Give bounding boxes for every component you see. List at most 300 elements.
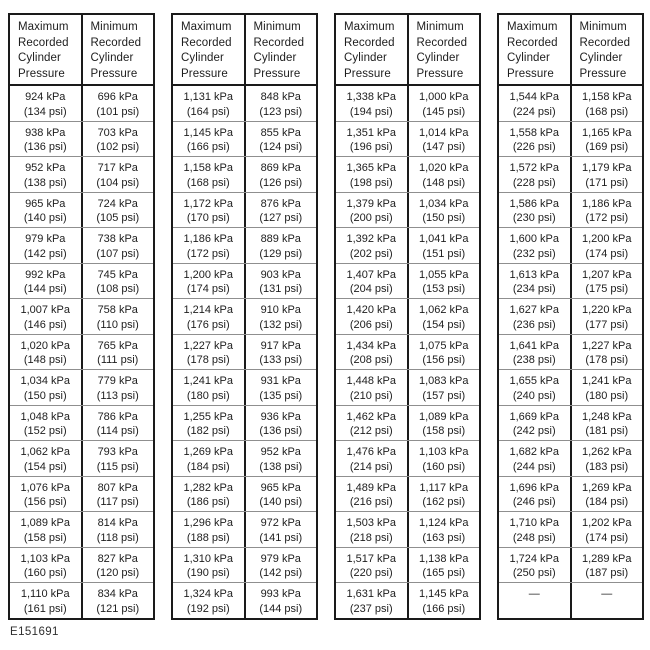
min-pressure-cell [81,228,154,263]
kpa-value: 1,241 kPa [581,375,632,388]
kpa-value: 869 kPa [260,162,301,175]
kpa-value: 1,034 kPa [20,375,71,388]
kpa-value: 1,227 kPa [183,339,234,352]
psi-value: (113 psi) [96,389,139,402]
table-row [336,547,479,583]
psi-value: (131 psi) [259,283,303,296]
max-pressure-cell [336,441,407,476]
kpa-value: 1,669 kPa [509,410,560,423]
max-pressure-cell [10,193,81,228]
min-pressure-cell [81,264,154,299]
psi-value: (184 psi) [585,496,629,509]
psi-value: (158 psi) [422,425,466,438]
psi-value: (104 psi) [96,176,140,189]
table-row [499,440,642,476]
kpa-value: 1,020 kPa [418,162,469,175]
table-header-row [10,15,153,86]
kpa-value: 1,000 kPa [418,91,469,103]
kpa-value: 1,138 kPa [418,552,469,565]
table-row [10,405,153,441]
table-row [173,227,316,263]
psi-value: (152 psi) [23,425,67,438]
kpa-value: 1,200 kPa [183,268,234,281]
table-row [173,334,316,370]
min-pressure-cell [81,335,154,370]
kpa-value: 1,089 kPa [20,517,71,530]
max-pressure-cell [336,370,407,405]
min-pressure-cell [81,157,154,192]
max-pressure-header: Maximum Recorded Cylinder Pressure [18,21,69,80]
max-pressure-cell [499,477,570,512]
table-row [499,476,642,512]
max-pressure-cell [336,86,407,121]
kpa-value: 1,103 kPa [20,552,71,565]
table-row [10,369,153,405]
table-row [499,227,642,263]
min-pressure-cell [570,512,643,547]
kpa-value: 1,407 kPa [346,268,397,281]
kpa-value: 1,014 kPa [418,126,469,139]
max-pressure-cell [173,406,244,441]
kpa-value: 931 kPa [260,375,301,388]
kpa-value: 1,202 kPa [581,517,632,530]
kpa-value: 965 kPa [260,481,301,494]
table-header-row [499,15,642,86]
psi-value: (172 psi) [186,247,230,260]
psi-value: (170 psi) [186,212,230,225]
max-pressure-cell [173,335,244,370]
max-pressure-cell [10,228,81,263]
kpa-value: 814 kPa [97,517,138,530]
psi-value: (138 psi) [23,176,67,189]
kpa-value: 1,631 kPa [346,588,397,601]
psi-value: (234 psi) [512,283,556,296]
table-header-row [336,15,479,86]
kpa-value: 1,269 kPa [183,446,234,459]
min-pressure-cell [244,122,317,157]
psi-value: (210 psi) [349,389,393,402]
kpa-value: 1,682 kPa [509,446,560,459]
max-pressure-cell [173,86,244,121]
min-pressure-header: Minimum Recorded Cylinder Pressure [407,15,480,84]
table-row [336,440,479,476]
psi-value: (110 psi) [96,318,139,331]
min-pressure-cell [244,548,317,583]
table-row [499,192,642,228]
kpa-value: 1,586 kPa [509,197,560,210]
psi-value: (101 psi) [96,105,140,118]
psi-value: (142 psi) [23,247,67,260]
max-pressure-cell [173,583,244,618]
max-pressure-cell [499,548,570,583]
table-row [10,86,153,121]
max-pressure-cell [173,193,244,228]
psi-value: (175 psi) [585,283,629,296]
max-pressure-cell [10,299,81,334]
table-row [173,547,316,583]
kpa-value: 1,544 kPa [509,91,560,103]
psi-value: (160 psi) [23,567,67,580]
psi-value: (212 psi) [349,425,393,438]
psi-value: (206 psi) [349,318,393,331]
max-pressure-cell [173,477,244,512]
max-pressure-cell [173,441,244,476]
psi-value: (186 psi) [186,496,230,509]
psi-value: (232 psi) [512,247,556,260]
min-pressure-cell [81,583,154,618]
kpa-value: 717 kPa [97,162,138,175]
max-pressure-cell [336,193,407,228]
psi-value: (127 psi) [259,212,303,225]
max-pressure-cell [10,335,81,370]
psi-value: (153 psi) [422,283,466,296]
max-pressure-cell [336,583,407,618]
max-pressure-cell [10,122,81,157]
min-pressure-cell [407,548,480,583]
max-pressure-cell [10,512,81,547]
min-pressure-cell [570,441,643,476]
max-pressure-cell [499,441,570,476]
kpa-value: 1,083 kPa [418,375,469,388]
psi-value: (180 psi) [585,389,629,402]
max-pressure-cell [336,228,407,263]
psi-value: (208 psi) [349,354,393,367]
max-pressure-cell [336,406,407,441]
table-row [336,511,479,547]
kpa-value: 992 kPa [25,268,66,281]
max-pressure-cell [336,157,407,192]
min-pressure-cell [244,86,317,121]
max-pressure-cell [336,299,407,334]
min-pressure-cell [407,477,480,512]
psi-value: (141 psi) [259,531,303,544]
min-pressure-cell [570,86,643,121]
max-pressure-cell [336,335,407,370]
psi-value: (194 psi) [349,105,393,118]
kpa-value: 1,041 kPa [418,233,469,246]
psi-value: (150 psi) [422,212,466,225]
kpa-value: 765 kPa [97,339,138,352]
kpa-value: 745 kPa [97,268,138,281]
table-row [499,582,642,618]
table-row [336,227,479,263]
psi-value: (144 psi) [23,283,67,296]
psi-value: (177 psi) [585,318,629,331]
min-pressure-cell [81,512,154,547]
psi-value: (150 psi) [23,389,67,402]
psi-value: (136 psi) [259,425,303,438]
table-row [336,369,479,405]
table-row [173,511,316,547]
kpa-value: 936 kPa [260,410,301,423]
psi-value: (160 psi) [422,460,466,473]
kpa-value: 1,724 kPa [509,552,560,565]
kpa-value: 1,034 kPa [418,197,469,210]
max-pressure-cell [10,441,81,476]
min-pressure-cell [570,335,643,370]
kpa-value: 1,131 kPa [183,91,234,103]
kpa-value: 910 kPa [260,304,301,317]
kpa-value: 1,186 kPa [183,233,234,246]
max-pressure-cell [173,512,244,547]
psi-value: (198 psi) [349,176,393,189]
psi-value: (190 psi) [186,567,230,580]
kpa-value: 1,655 kPa [509,375,560,388]
kpa-value: 855 kPa [260,126,301,139]
table-row [10,547,153,583]
min-pressure-cell [244,370,317,405]
kpa-value: 965 kPa [25,197,66,210]
psi-value: (192 psi) [186,602,230,615]
kpa-value: 1,296 kPa [183,517,234,530]
min-pressure-cell [407,299,480,334]
psi-value: (107 psi) [96,247,140,260]
max-pressure-cell [10,548,81,583]
min-pressure-cell [81,122,154,157]
min-pressure-cell [407,264,480,299]
psi-value: (157 psi) [422,389,466,402]
min-pressure-cell [570,583,643,618]
kpa-value: 786 kPa [97,410,138,423]
psi-value: (151 psi) [422,247,466,260]
min-pressure-cell [407,335,480,370]
table-row [499,156,642,192]
min-pressure-cell [244,157,317,192]
max-pressure-cell [173,264,244,299]
max-pressure-cell [173,228,244,263]
kpa-value: 1,145 kPa [418,588,469,601]
table-row [499,511,642,547]
psi-value: (148 psi) [422,176,466,189]
psi-value: (147 psi) [422,141,466,154]
kpa-value: 1,158 kPa [581,91,632,103]
kpa-value: 1,365 kPa [346,162,397,175]
min-pressure-cell [407,583,480,618]
min-pressure-cell [244,193,317,228]
psi-value: (126 psi) [259,176,303,189]
psi-value: (236 psi) [512,318,556,331]
psi-value: (226 psi) [512,141,556,154]
psi-value: (162 psi) [422,496,466,509]
kpa-value: 952 kPa [25,162,66,175]
psi-value: (161 psi) [23,602,67,615]
min-pressure-header: Minimum Recorded Cylinder Pressure [570,15,643,84]
psi-value: (250 psi) [512,567,556,580]
table-row [173,440,316,476]
min-pressure-cell [570,193,643,228]
table-row [10,121,153,157]
psi-value: (114 psi) [96,425,139,438]
max-pressure-cell [499,157,570,192]
kpa-value: 758 kPa [97,304,138,317]
kpa-value: 1,145 kPa [183,126,234,139]
min-pressure-cell [407,86,480,121]
min-pressure-cell [570,157,643,192]
psi-value: (133 psi) [259,354,303,367]
table-row [173,156,316,192]
psi-value: (166 psi) [186,141,230,154]
psi-value: (105 psi) [96,212,140,225]
min-pressure-cell [81,406,154,441]
kpa-value: 1,351 kPa [346,126,397,139]
kpa-value: 1,282 kPa [183,481,234,494]
table-row [10,263,153,299]
kpa-value: 979 kPa [25,233,66,246]
max-pressure-cell [336,512,407,547]
table-row [499,405,642,441]
max-pressure-cell [336,477,407,512]
psi-value: (168 psi) [585,105,629,118]
table-row [336,298,479,334]
kpa-value: 1,627 kPa [509,304,560,317]
kpa-value: — [528,588,540,601]
table-row [336,405,479,441]
psi-value: (180 psi) [186,389,230,402]
kpa-value: 1,020 kPa [20,339,71,352]
psi-value: (120 psi) [96,567,140,580]
figure-label: E151691 [10,626,59,638]
psi-value: (156 psi) [23,496,67,509]
kpa-value: 1,158 kPa [183,162,234,175]
kpa-value: 1,420 kPa [346,304,397,317]
max-pressure-cell [10,264,81,299]
psi-value: (200 psi) [349,212,393,225]
psi-value: (144 psi) [259,602,303,615]
max-pressure-cell [336,548,407,583]
table-row [173,582,316,618]
kpa-value: 1,324 kPa [183,588,234,601]
psi-value: (220 psi) [349,567,393,580]
table-row [336,86,479,121]
psi-value: (166 psi) [422,602,466,615]
kpa-value: 827 kPa [97,552,138,565]
psi-value: (181 psi) [585,425,629,438]
kpa-value: 1,227 kPa [581,339,632,352]
min-pressure-cell [244,583,317,618]
kpa-value: 1,062 kPa [20,446,71,459]
kpa-value: 993 kPa [260,588,301,601]
table-row [499,263,642,299]
min-pressure-cell [244,228,317,263]
kpa-value: 724 kPa [97,197,138,210]
table-row [10,511,153,547]
psi-value: (124 psi) [259,141,303,154]
kpa-value: 1,462 kPa [346,410,397,423]
kpa-value: 1,710 kPa [509,517,560,530]
min-pressure-cell [570,228,643,263]
max-pressure-cell [173,370,244,405]
table-row [336,192,479,228]
pressure-table-1 [8,13,155,620]
min-pressure-cell [407,228,480,263]
table-row [499,547,642,583]
max-pressure-cell [336,122,407,157]
table-row [336,263,479,299]
kpa-value: 903 kPa [260,268,301,281]
psi-value: (108 psi) [96,283,140,296]
kpa-value: 1,110 kPa [20,588,70,601]
table-row [10,440,153,476]
kpa-value: 1,241 kPa [183,375,234,388]
kpa-value: 738 kPa [97,233,138,246]
table-row [499,334,642,370]
max-pressure-cell [336,264,407,299]
psi-value: (240 psi) [512,389,556,402]
table-row [10,334,153,370]
psi-value: (230 psi) [512,212,556,225]
min-pressure-cell [570,406,643,441]
psi-value: (171 psi) [585,176,629,189]
psi-value: (242 psi) [512,425,556,438]
psi-value: (121 psi) [96,602,140,615]
min-pressure-cell [407,441,480,476]
kpa-value: 779 kPa [97,375,138,388]
min-pressure-cell [244,406,317,441]
max-pressure-cell [10,477,81,512]
kpa-value: 972 kPa [260,517,301,530]
kpa-value: 979 kPa [260,552,301,565]
max-pressure-header: Maximum Recorded Cylinder Pressure [344,21,395,80]
psi-value: (135 psi) [259,389,303,402]
max-pressure-cell [173,548,244,583]
table-row [173,263,316,299]
kpa-value: 1,613 kPa [509,268,560,281]
psi-value: (169 psi) [585,141,629,154]
max-pressure-cell [173,122,244,157]
psi-value: (178 psi) [585,354,629,367]
max-pressure-cell [499,122,570,157]
psi-value: (138 psi) [259,460,303,473]
max-pressure-cell [10,157,81,192]
max-pressure-cell [499,299,570,334]
psi-value: (158 psi) [23,531,67,544]
kpa-value: 1,289 kPa [581,552,632,565]
kpa-value: 793 kPa [97,446,138,459]
kpa-value: 1,392 kPa [346,233,397,246]
kpa-value: 1,117 kPa [419,481,469,494]
kpa-value: 1,338 kPa [346,91,397,103]
table-row [499,121,642,157]
pressure-table-4 [497,13,644,620]
psi-value: (148 psi) [23,354,67,367]
psi-value: (196 psi) [349,141,393,154]
table-row [173,405,316,441]
table-row [10,192,153,228]
max-pressure-header: Maximum Recorded Cylinder Pressure [181,21,232,80]
max-pressure-cell [499,583,570,618]
psi-value: (140 psi) [23,212,67,225]
kpa-value: 1,055 kPa [418,268,469,281]
kpa-value: 1,434 kPa [346,339,397,352]
kpa-value: 938 kPa [25,126,66,139]
psi-value: (183 psi) [585,460,629,473]
kpa-value: 848 kPa [260,91,301,103]
min-pressure-cell [244,264,317,299]
min-pressure-cell [81,477,154,512]
kpa-value: 1,600 kPa [509,233,560,246]
kpa-value: 1,517 kPa [346,552,397,565]
kpa-value: 1,124 kPa [418,517,469,530]
table-row [499,369,642,405]
kpa-value: 917 kPa [260,339,301,352]
min-pressure-cell [244,335,317,370]
psi-value: (136 psi) [23,141,67,154]
table-row [336,121,479,157]
kpa-value: 1,248 kPa [581,410,632,423]
min-pressure-cell [570,477,643,512]
kpa-value: 1,310 kPa [183,552,234,565]
min-pressure-cell [81,548,154,583]
